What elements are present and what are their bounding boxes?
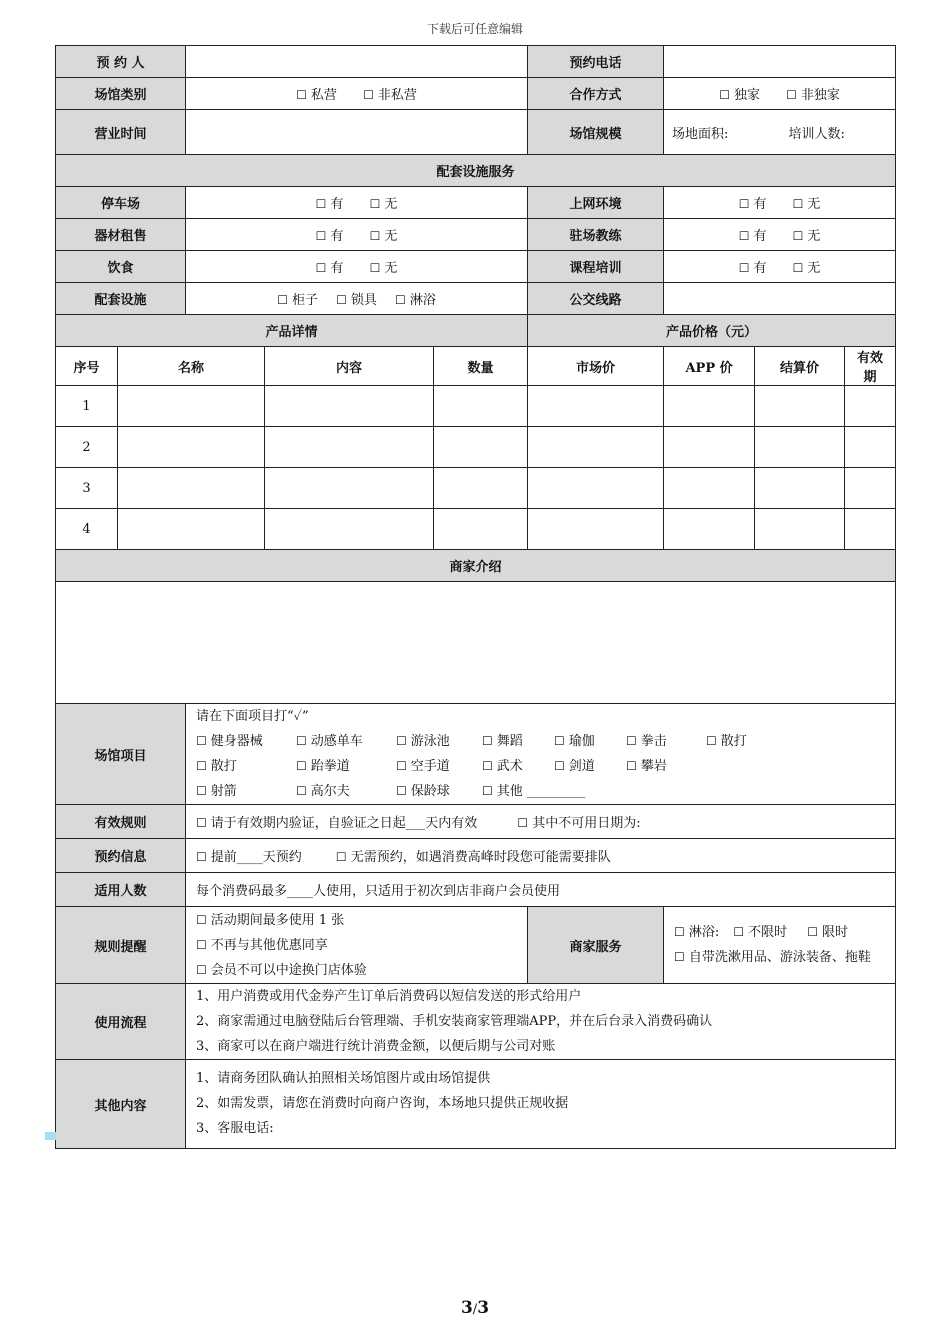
usage-step: 1、用户消费或用代金券产生订单后消费码以短信发送的形式给用户: [196, 989, 582, 1004]
cell-validity[interactable]: [845, 468, 896, 509]
venue-items-instruction: 请在下面项目打“✓”: [196, 709, 309, 724]
people-row: [56, 873, 896, 907]
option-shower[interactable]: ☐ 淋浴: [395, 293, 436, 308]
option-no[interactable]: ☐ 无: [369, 261, 398, 276]
page-separator: /: [472, 1302, 478, 1317]
option-archery[interactable]: ☐ 射箭: [196, 779, 296, 804]
col-header-settle-price: 结算价: [755, 347, 845, 386]
other-row: [56, 1060, 896, 1149]
checkbox-icon: ☐: [554, 734, 565, 748]
table-row: [56, 468, 896, 509]
cell-validity[interactable]: [845, 386, 896, 427]
merchant-intro-section-row: [56, 550, 896, 582]
checkbox-icon: ☐: [733, 925, 745, 939]
option-other[interactable]: ☐ 其他 _________: [482, 779, 585, 804]
cell-content[interactable]: [265, 509, 434, 550]
option-no[interactable]: ☐ 无: [369, 197, 398, 212]
option-sanda[interactable]: ☐ 散打: [706, 729, 747, 754]
product-section-row: [56, 315, 896, 347]
reminder-row: [56, 907, 896, 984]
service-shower-line: [674, 920, 887, 945]
header-note: 下载后可任意编辑: [426, 22, 523, 36]
scale-fields: [664, 110, 896, 155]
reminder-item[interactable]: ☐ 不再与其他优惠同享: [196, 937, 328, 953]
cooperation-label: 合作方式: [528, 78, 664, 110]
venue-items-row-2: [196, 754, 887, 779]
option-no[interactable]: ☐ 无: [792, 197, 821, 212]
checkbox-icon: ☐: [396, 759, 407, 773]
option-yes[interactable]: ☐ 有: [315, 261, 344, 276]
booking-row: [56, 839, 896, 873]
usage-row: [56, 984, 896, 1060]
usage-step: 2、商家需通过电脑登陆后台管理端、手机安装商家管理端APP，并在后台录入消费码确认: [196, 1014, 713, 1029]
reminder-options: [186, 907, 528, 984]
option-validity-days[interactable]: ☐ 请于有效期内验证，自验证之日起___天内有效: [196, 816, 478, 831]
cell-market-price[interactable]: [528, 509, 664, 550]
option-yoga[interactable]: ☐ 瑜伽: [554, 729, 626, 754]
checkbox-icon: ☐: [196, 912, 207, 927]
checkbox-icon: ☐: [369, 261, 381, 275]
checkbox-icon: ☐: [792, 197, 804, 211]
checkbox-icon: ☐: [369, 229, 381, 243]
checkbox-icon: ☐: [738, 261, 750, 275]
product-header-row: [56, 347, 896, 386]
option-taekwondo[interactable]: ☐ 跆拳道: [296, 754, 396, 779]
cooperation-options: [664, 78, 896, 110]
option-exclusive[interactable]: ☐ 独家: [719, 88, 760, 103]
option-martial-arts[interactable]: ☐ 武术: [482, 754, 554, 779]
checkbox-icon: ☐: [296, 759, 307, 773]
facilities-section-title: 配套设施服务: [56, 155, 896, 187]
checkbox-icon: ☐: [674, 950, 685, 964]
checkbox-icon: ☐: [395, 293, 406, 307]
option-yes[interactable]: ☐ 有: [315, 197, 344, 212]
option-sanda-2[interactable]: ☐ 散打: [196, 754, 296, 779]
checkbox-icon: ☐: [482, 734, 493, 748]
venue-items-row-3: [196, 779, 887, 804]
booking-options: [186, 839, 896, 873]
checkbox-icon: ☐: [196, 784, 207, 798]
venue-type-options: [186, 78, 528, 110]
col-header-validity: 有效期: [845, 347, 896, 386]
parking-row: [56, 187, 896, 219]
bus-label: 公交线路: [528, 283, 664, 315]
booker-row: [56, 46, 896, 78]
booking-label: 预约信息: [56, 839, 186, 873]
corner-marker: [45, 1132, 56, 1140]
checkbox-icon: ☐: [196, 759, 207, 773]
equipment-options: [186, 219, 528, 251]
col-header-app-price: APP 价: [664, 347, 755, 386]
checkbox-icon: ☐: [719, 88, 730, 102]
cell-content[interactable]: [265, 427, 434, 468]
checkbox-icon: ☐: [196, 962, 207, 977]
usage-step: 3、商家可以在商户端进行统计消费金额，以便后期与公司对账: [196, 1039, 556, 1054]
hours-input[interactable]: [186, 110, 528, 155]
checkbox-icon: ☐: [792, 229, 804, 243]
amenities-row: [56, 283, 896, 315]
bus-input[interactable]: [664, 283, 896, 315]
option-bowling[interactable]: ☐ 保龄球: [396, 779, 482, 804]
checkbox-icon: ☐: [674, 925, 685, 939]
merchant-intro-title: 商家介绍: [56, 550, 896, 582]
col-header-content: 内容: [265, 347, 434, 386]
coach-label: 驻场教练: [528, 219, 664, 251]
checkbox-icon: ☐: [706, 734, 717, 748]
checkbox-icon: ☐: [626, 734, 637, 748]
cell-settle-price[interactable]: [755, 427, 845, 468]
cell-quantity[interactable]: [434, 509, 528, 550]
merchant-intro-row: [56, 582, 896, 704]
option-shower-service[interactable]: ☐ 淋浴:: [674, 925, 720, 940]
checkbox-icon: ☐: [363, 88, 374, 102]
option-kendo[interactable]: ☐ 剑道: [554, 754, 626, 779]
checkbox-icon: ☐: [517, 816, 529, 830]
product-price-title: 产品价格（元）: [528, 315, 896, 347]
row-index: 1: [56, 386, 118, 427]
food-label: 饮食: [56, 251, 186, 283]
checkbox-icon: ☐: [786, 88, 797, 102]
checkbox-icon: ☐: [336, 293, 347, 307]
page-current: 3: [460, 1298, 473, 1318]
checkbox-icon: ☐: [335, 850, 347, 864]
checkbox-icon: ☐: [315, 229, 327, 243]
cell-settle-price[interactable]: [755, 468, 845, 509]
course-options: [664, 251, 896, 283]
row-index: 2: [56, 427, 118, 468]
cell-quantity[interactable]: [434, 427, 528, 468]
course-label: 课程培训: [528, 251, 664, 283]
cell-app-price[interactable]: [664, 509, 755, 550]
validity-label: 有效规则: [56, 805, 186, 839]
checkbox-icon: ☐: [296, 734, 307, 748]
checkbox-icon: ☐: [738, 229, 750, 243]
other-item: 3、客服电话:: [196, 1121, 274, 1136]
cell-name[interactable]: [118, 386, 265, 427]
col-header-name: 名称: [118, 347, 265, 386]
option-limited-time[interactable]: ☐ 限时: [807, 925, 849, 940]
checkbox-icon: ☐: [196, 734, 207, 748]
amenities-options: [186, 283, 528, 315]
other-items: [186, 1060, 896, 1149]
merchant-intro-input[interactable]: [56, 582, 896, 704]
cell-quantity[interactable]: [434, 468, 528, 509]
area-label: 场地面积:: [672, 126, 729, 142]
product-detail-title: 产品详情: [56, 315, 528, 347]
checkbox-icon: ☐: [296, 784, 307, 798]
food-options: [186, 251, 528, 283]
parking-options: [186, 187, 528, 219]
phone-input[interactable]: [664, 46, 896, 78]
internet-label: 上网环境: [528, 187, 664, 219]
venue-type-row: [56, 78, 896, 110]
option-private[interactable]: ☐ 私营: [296, 88, 337, 103]
people-label: 适用人数: [56, 873, 186, 907]
option-non-private[interactable]: ☐ 非私营: [363, 88, 417, 103]
checkbox-icon: ☐: [315, 197, 327, 211]
internet-options: [664, 187, 896, 219]
equipment-label: 器材租售: [56, 219, 186, 251]
page-total: 3: [477, 1298, 490, 1318]
option-unlimited-time[interactable]: ☐ 不限时: [733, 925, 788, 940]
hours-row: [56, 110, 896, 155]
checkbox-icon: ☐: [554, 759, 565, 773]
option-no-booking[interactable]: ☐ 无需预约，如遇消费高峰时段您可能需要排队: [335, 850, 611, 865]
reminder-label: 规则提醒: [56, 907, 186, 984]
page-number: [0, 1298, 950, 1318]
parking-label: 停车场: [56, 187, 186, 219]
cell-app-price[interactable]: [664, 427, 755, 468]
venue-info-form: [55, 45, 896, 1149]
cell-settle-price[interactable]: [755, 509, 845, 550]
option-spinning[interactable]: ☐ 动感单车: [296, 729, 396, 754]
cell-validity[interactable]: [845, 509, 896, 550]
checkbox-icon: ☐: [196, 937, 207, 952]
service-options: [664, 907, 896, 984]
equipment-row: [56, 219, 896, 251]
row-index: 4: [56, 509, 118, 550]
venue-items-options: [186, 704, 896, 805]
other-item: 2、如需发票，请您在消费时向商户咨询，本场地只提供正规收据: [196, 1096, 569, 1111]
cell-market-price[interactable]: [528, 468, 664, 509]
checkbox-icon: ☐: [482, 784, 493, 798]
cell-name[interactable]: [118, 427, 265, 468]
reminder-item[interactable]: ☐ 会员不可以中途换门店体验: [196, 962, 367, 978]
service-label: 商家服务: [528, 907, 664, 984]
row-index: 3: [56, 468, 118, 509]
checkbox-icon: ☐: [482, 759, 493, 773]
cell-content[interactable]: [265, 468, 434, 509]
col-header-index: 序号: [56, 347, 118, 386]
cell-name[interactable]: [118, 509, 265, 550]
option-golf[interactable]: ☐ 高尔夫: [296, 779, 396, 804]
option-yes[interactable]: ☐ 有: [738, 229, 767, 244]
hours-label: 营业时间: [56, 110, 186, 155]
col-header-market-price: 市场价: [528, 347, 664, 386]
cell-content[interactable]: [265, 386, 434, 427]
people-text: 每个消费码最多____人使用，只适用于初次到店非商户会员使用: [186, 873, 896, 907]
option-no[interactable]: ☐ 无: [792, 261, 821, 276]
cell-settle-price[interactable]: [755, 386, 845, 427]
checkbox-icon: ☐: [626, 759, 637, 773]
table-row: [56, 427, 896, 468]
option-yes[interactable]: ☐ 有: [738, 261, 767, 276]
checkbox-icon: ☐: [296, 88, 307, 102]
other-item: 1、请商务团队确认拍照相关场馆图片或由场馆提供: [196, 1071, 491, 1086]
other-label: 其他内容: [56, 1060, 186, 1149]
cell-name[interactable]: [118, 468, 265, 509]
reminder-item[interactable]: ☐ 活动期间最多使用 1 张: [196, 912, 345, 928]
cell-market-price[interactable]: [528, 386, 664, 427]
checkbox-icon: ☐: [807, 925, 819, 939]
venue-type-label: 场馆类别: [56, 78, 186, 110]
phone-label: 预约电话: [528, 46, 664, 78]
food-row: [56, 251, 896, 283]
checkbox-icon: ☐: [396, 784, 407, 798]
option-unavailable-dates[interactable]: ☐ 其中不可用日期为:: [517, 816, 641, 831]
option-locker[interactable]: ☐ 柜子: [277, 293, 318, 308]
option-boxing[interactable]: ☐ 拳击: [626, 729, 706, 754]
option-climbing[interactable]: ☐ 攀岩: [626, 754, 667, 779]
coach-options: [664, 219, 896, 251]
booker-label: 预 约 人: [56, 46, 186, 78]
option-non-exclusive[interactable]: ☐ 非独家: [786, 88, 840, 103]
scale-label: 场馆规模: [528, 110, 664, 155]
facilities-section-row: [56, 155, 896, 187]
option-yes[interactable]: ☐ 有: [315, 229, 344, 244]
trainees-label: 培训人数:: [788, 126, 845, 142]
option-yes[interactable]: ☐ 有: [738, 197, 767, 212]
usage-label: 使用流程: [56, 984, 186, 1060]
checkbox-icon: ☐: [277, 293, 288, 307]
option-advance-booking[interactable]: ☐ 提前____天预约: [196, 850, 302, 865]
option-karate[interactable]: ☐ 空手道: [396, 754, 482, 779]
amenities-label: 配套设施: [56, 283, 186, 315]
checkbox-icon: ☐: [738, 197, 750, 211]
cell-market-price[interactable]: [528, 427, 664, 468]
usage-steps: [186, 984, 896, 1060]
venue-items-row: [56, 704, 896, 805]
table-row: [56, 509, 896, 550]
option-gym[interactable]: ☐ 健身器械: [196, 729, 296, 754]
option-lock[interactable]: ☐ 锁具: [336, 293, 377, 308]
checkbox-icon: ☐: [196, 850, 207, 864]
checkbox-icon: ☐: [396, 734, 407, 748]
cell-app-price[interactable]: [664, 468, 755, 509]
validity-row: [56, 805, 896, 839]
cell-app-price[interactable]: [664, 386, 755, 427]
checkbox-icon: ☐: [196, 816, 207, 830]
checkbox-icon: ☐: [792, 261, 804, 275]
booker-input[interactable]: [186, 46, 528, 78]
option-bring-own[interactable]: ☐ 自带洗漱用品、游泳装备、拖鞋: [674, 950, 871, 965]
checkbox-icon: ☐: [315, 261, 327, 275]
validity-options: [186, 805, 896, 839]
checkbox-icon: ☐: [369, 197, 381, 211]
cell-quantity[interactable]: [434, 386, 528, 427]
option-no[interactable]: ☐ 无: [792, 229, 821, 244]
option-swimming-pool[interactable]: ☐ 游泳池: [396, 729, 482, 754]
option-no[interactable]: ☐ 无: [369, 229, 398, 244]
option-dance[interactable]: ☐ 舞蹈: [482, 729, 554, 754]
venue-items-row-1: [196, 729, 887, 754]
cell-validity[interactable]: [845, 427, 896, 468]
venue-items-label: 场馆项目: [56, 704, 186, 805]
col-header-quantity: 数量: [434, 347, 528, 386]
table-row: [56, 386, 896, 427]
